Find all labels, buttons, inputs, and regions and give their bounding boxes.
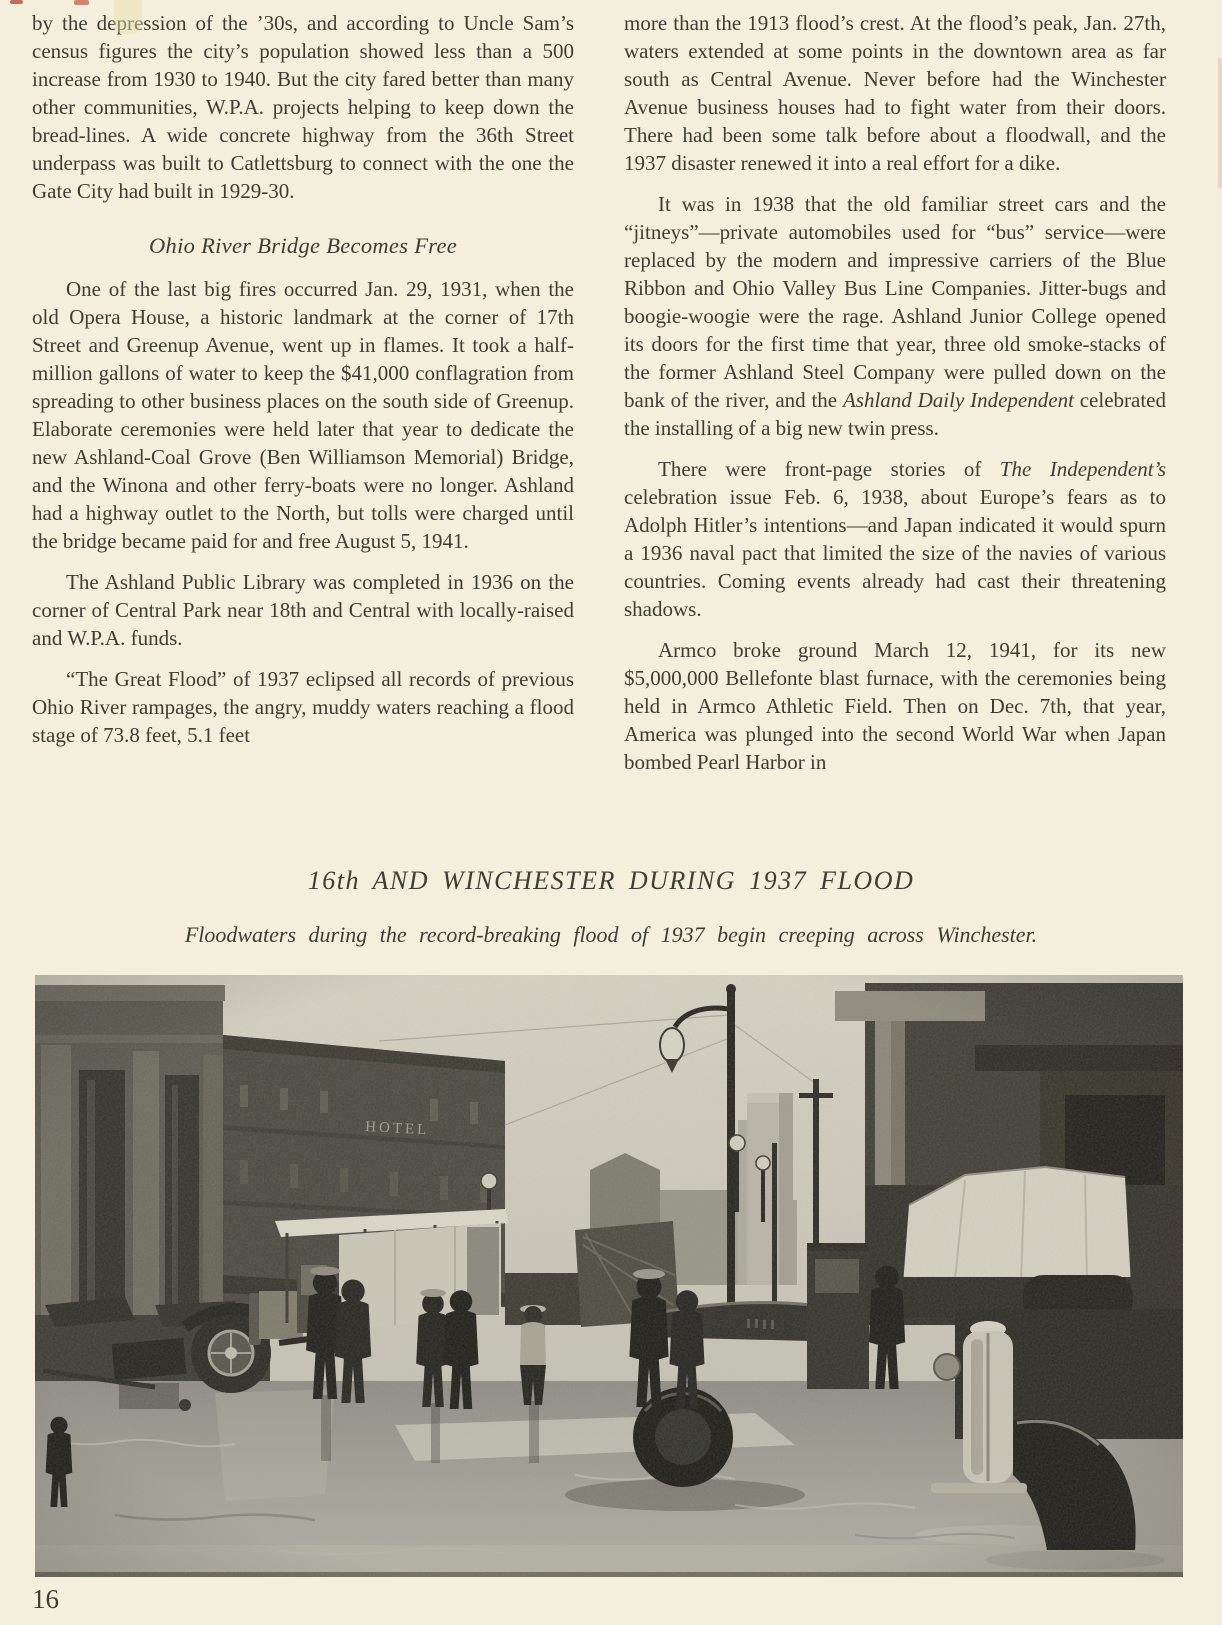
paragraph-flood-peak: more than the 1913 flood’s crest. At the flood’s peak, Jan. 27th, waters extended at some points in the downtown area as far south as Central Avenue. Never before had the Winchester Avenue business houses had to fight water from their doors. There had been some talk before about a floodwall, and the 1937 disaster renewed it into a real effort for a dike. bbox=[624, 11, 1166, 175]
paragraph-front-page-stories bbox=[624, 455, 1166, 623]
text-columns bbox=[0, 0, 1222, 789]
scan-artifact-yellow bbox=[114, 0, 142, 34]
section-heading-ohio-river-bridge: Ohio River Bridge Becomes Free bbox=[148, 233, 458, 258]
figure-caption: Floodwaters during the record-breaking flood of 1937 begin creeping across Winchester. bbox=[184, 922, 1038, 947]
page-number: 16 bbox=[32, 1584, 59, 1614]
paragraph-text: There were front-page stories of bbox=[658, 457, 1000, 481]
flood-photo bbox=[35, 975, 1183, 1577]
paragraph-text: celebration issue Feb. 6, 1938, about Europe’s fears as to Adolph Hitler’s intentions—and Japan indicated it would spurn a 1936 naval pact that limited the size of the navies of various countries. Coming events already had cast their threatening shadows. bbox=[624, 485, 1166, 621]
paragraph-public-library: The Ashland Public Library was completed in 1936 on the corner of Central Park near 18th and Central with locally-raised and W.P.A. funds. bbox=[32, 570, 574, 650]
scan-artifact-edge bbox=[1218, 58, 1222, 188]
flood-photo-svg bbox=[35, 975, 1183, 1577]
paragraph-depression: by the depression of the ’30s, and according to Uncle Sam’s census figures the city’s population showed less than a 500 increase from 1930 to 1940. But the city fared better than many other communities, W.P.A. projects helping to keep down the bread-lines. A wide concrete highway from the 36th Street underpass was built to Catlettsburg to connect with the one the Gate City had built in 1929-30. bbox=[32, 11, 574, 203]
paragraph-street-cars bbox=[624, 190, 1166, 442]
paragraph-text: celebrated the installing of a big new twin press. bbox=[624, 388, 1166, 440]
scan-artifact-red-1 bbox=[10, 0, 23, 4]
photo-grain bbox=[35, 975, 1183, 1577]
paragraph-opera-house-fire: One of the last big fires occurred Jan. 29, 1931, when the old Opera House, a historic landmark at the corner of 17th Street and Greenup Avenue, went up in flames. It took a half-million gallons of water to keep the $41,000 conflagration from spreading to other business places on the south side of Greenup. Elaborate ceremonies were held later that year to dedicate the new Ashland-Coal Grove (Ben Williamson Memorial) Bridge, and the Winona and other ferry-boats were no longer. Ashland had a highway outlet to the North, but tolls were charged until the bridge became paid for and free August 5, 1941. bbox=[32, 277, 574, 553]
paragraph-armco: Armco broke ground March 12, 1941, for its new $5,000,000 Bellefonte blast furnace, with the ceremonies being held in Armco Athletic Field. Then on Dec. 7th, that year, America was plunged into the second World War when Japan bombed Pearl Harbor in bbox=[624, 638, 1166, 774]
newspaper-name-italic: The Independent’s bbox=[999, 457, 1166, 481]
scan-artifact-red-2 bbox=[74, 0, 89, 5]
paragraph-great-flood: “The Great Flood” of 1937 eclipsed all records of previous Ohio River rampages, the angry, muddy waters reaching a flood stage of 73.8 feet, 5.1 feet bbox=[32, 667, 574, 747]
figure-title: 16th AND WINCHESTER DURING 1937 FLOOD bbox=[307, 866, 915, 895]
left-column bbox=[32, 9, 574, 789]
newspaper-name-italic: Ashland Daily Independent bbox=[842, 388, 1074, 412]
paragraph-text: It was in 1938 that the old familiar street cars and the “jitneys”—private automobiles used for “bus” service—were replaced by the modern and impressive carriers of the Blue Ribbon and Ohio Valley Bus Line Companies. Jitter-bugs and boogie-woogie were the rage. Ashland Junior College opened its doors for the first time that year, three old smoke-stacks of the former Ashland Steel Company were pulled down on the bank of the river, and the bbox=[624, 192, 1166, 412]
right-column bbox=[624, 9, 1166, 789]
